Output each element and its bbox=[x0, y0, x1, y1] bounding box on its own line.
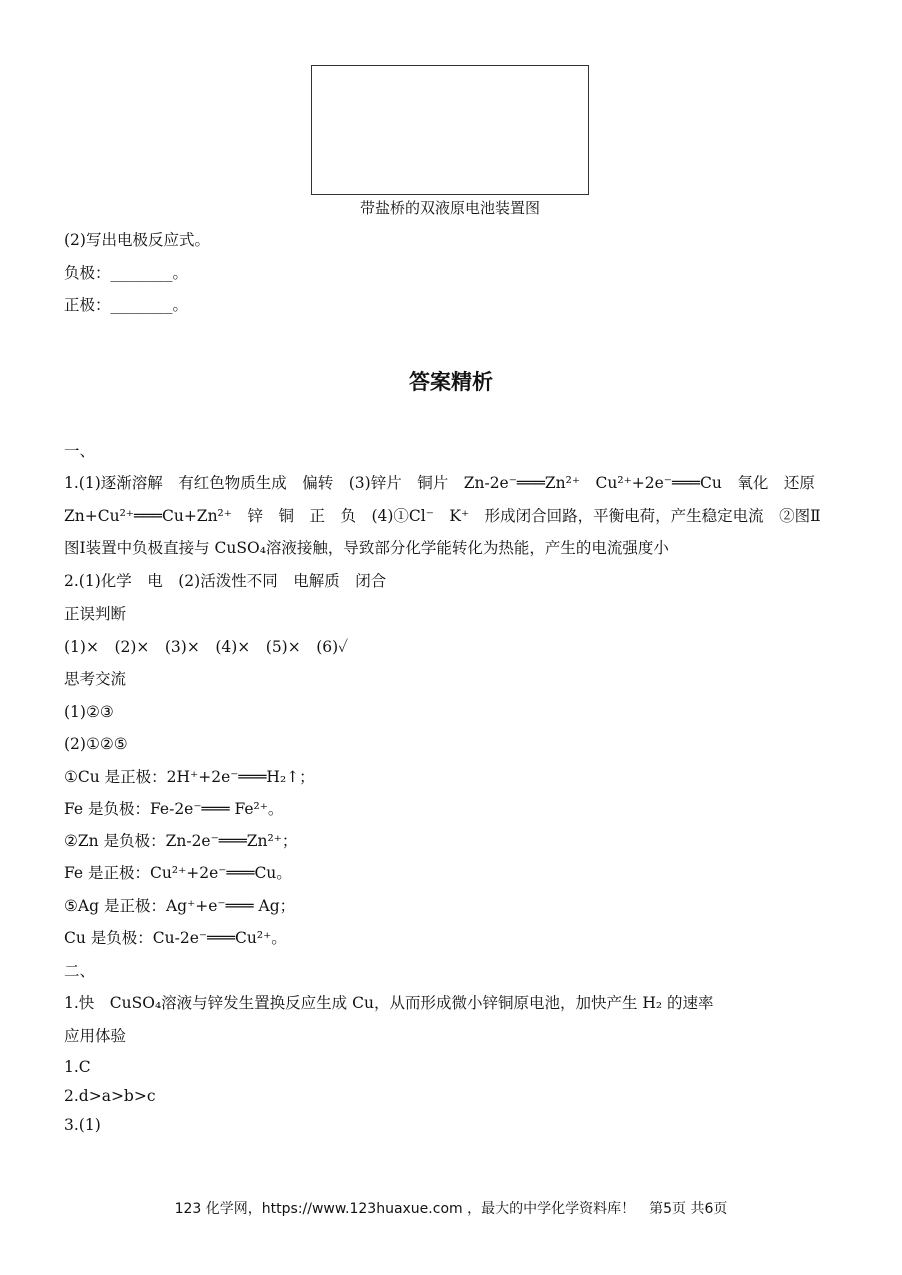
think-answer-5: ②Zn 是负极：Zn-2e⁻═══Zn²⁺； bbox=[64, 832, 298, 850]
question-negative-electrode: 负极：________。 bbox=[64, 264, 189, 282]
think-answer-1: (1)②③ bbox=[64, 703, 114, 721]
apply-answer-2: 2.d>a>b>c bbox=[64, 1087, 156, 1105]
think-answer-2: (2)①②⑤ bbox=[64, 735, 128, 753]
apply-answer-1: 1.C bbox=[64, 1058, 91, 1076]
answer-2: 2.(1)化学 电 (2)活泼性不同 电解质 闭合 bbox=[64, 572, 387, 590]
question-part2: (2)写出电极反应式。 bbox=[64, 231, 210, 249]
figure-caption: 带盐桥的双液原电池装置图 bbox=[359, 199, 540, 217]
judge-answers: (1)× (2)× (3)× (4)× (5)× (6)✓ bbox=[64, 638, 349, 656]
section-heading-2: 二、 bbox=[64, 962, 96, 980]
page-footer: 123 化学网，https://www.123huaxue.com ，最大的中学化学资料库！ 第5页 共6页 bbox=[174, 1201, 728, 1217]
answer-1-line-3: 图Ⅰ装置中负极直接与 CuSO₄溶液接触，导致部分化学能转化为热能，产生的电流强度小 bbox=[64, 539, 669, 557]
think-heading: 思考交流 bbox=[64, 670, 127, 688]
section2-answer-1: 1.快 CuSO₄溶液与锌发生置换反应生成 Cu，从而形成微小锌铜原电池，加快产生 H₂ 的速率 bbox=[64, 994, 714, 1012]
think-answer-7: ⑤Ag 是正极：Ag⁺+e⁻═══ Ag； bbox=[64, 897, 296, 915]
section-heading-1: 一、 bbox=[64, 442, 96, 460]
question-positive-electrode: 正极：________。 bbox=[64, 296, 189, 314]
answer-1-line-2: Zn+Cu²⁺═══Cu+Zn²⁺ 锌 铜 正 负 (4)①Cl⁻ K⁺ 形成闭合回路，平衡电荷，产生稳定电流 ②图Ⅱ bbox=[64, 507, 821, 525]
answers-title: 答案精析 bbox=[409, 370, 493, 394]
apply-answer-3: 3.(1) bbox=[64, 1116, 101, 1134]
answer-1-line-1: 1.(1)逐渐溶解 有红色物质生成 偏转 (3)锌片 铜片 Zn-2e⁻═══Zn²⁺ Cu²⁺+2e⁻═══Cu 氧化 还原 bbox=[64, 474, 815, 492]
think-answer-4: Fe 是负极：Fe-2e⁻═══ Fe²⁺。 bbox=[64, 800, 284, 818]
apparatus-figure-box bbox=[311, 65, 589, 195]
think-answer-6: Fe 是正极：Cu²⁺+2e⁻═══Cu。 bbox=[64, 864, 292, 882]
think-answer-8: Cu 是负极：Cu-2e⁻═══Cu²⁺。 bbox=[64, 929, 287, 947]
judge-heading: 正误判断 bbox=[64, 605, 127, 623]
think-answer-3: ①Cu 是正极：2H⁺+2e⁻═══H₂↑； bbox=[64, 768, 315, 786]
apply-heading: 应用体验 bbox=[64, 1027, 127, 1045]
